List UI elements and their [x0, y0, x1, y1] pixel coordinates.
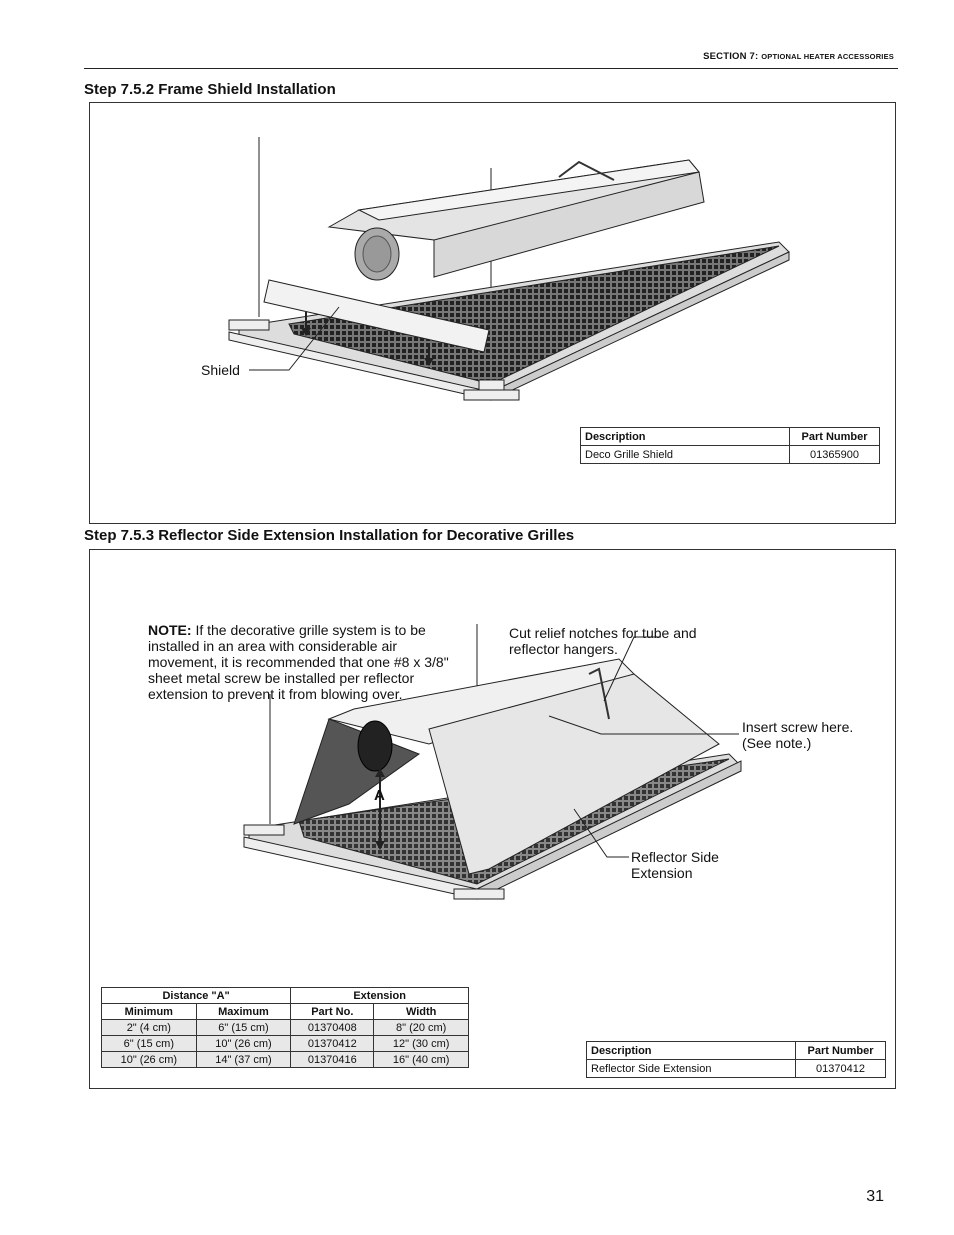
cell-width: 8" (20 cm) — [374, 1020, 469, 1036]
distance-a-marker: A — [374, 787, 385, 804]
table-row — [581, 446, 880, 464]
cut-relief-label: Cut relief notches for tube and reflector hangers. — [509, 625, 697, 657]
note-text: If the decorative grille system is to be installed in an area with considerable air movement, it is recommended that one #8 x 3/8" sheet metal screw be installed per reflector extension to prevent it from blowing over. — [148, 622, 449, 702]
part-number: 01365900 — [790, 446, 880, 464]
header-rule — [84, 68, 898, 69]
cell-width: 12" (30 cm) — [374, 1036, 469, 1052]
group-distance: Distance "A" — [102, 988, 291, 1004]
reflector-side-extension-label: Reflector Side Extension — [631, 849, 719, 881]
cell-part: 01370416 — [291, 1052, 374, 1068]
col-width: Width — [374, 1004, 469, 1020]
table-header-row — [587, 1042, 886, 1060]
step-title-frame-shield: Step 7.5.2 Frame Shield Installation — [84, 81, 336, 98]
note-label: NOTE: — [148, 622, 192, 638]
table-group-header-row — [102, 988, 469, 1004]
part-description: Reflector Side Extension — [587, 1060, 796, 1078]
col-minimum: Minimum — [102, 1004, 197, 1020]
col-part-number: Part Number — [796, 1042, 886, 1060]
shield-parts-table — [580, 427, 880, 464]
part-number: 01370412 — [796, 1060, 886, 1078]
cell-part: 01370408 — [291, 1020, 374, 1036]
table-row — [102, 1052, 469, 1068]
part-description: Deco Grille Shield — [581, 446, 790, 464]
step-title-reflector-extension: Step 7.5.3 Reflector Side Extension Installation for Decorative Grilles — [84, 527, 575, 544]
cell-max: 14" (37 cm) — [196, 1052, 291, 1068]
cell-max: 10" (26 cm) — [196, 1036, 291, 1052]
shield-label: Shield — [201, 362, 240, 378]
table-row — [102, 1020, 469, 1036]
insert-screw-label: Insert screw here. (See note.) — [742, 719, 854, 751]
cell-min: 10" (26 cm) — [102, 1052, 197, 1068]
section-header — [703, 51, 894, 62]
col-part-no: Part No. — [291, 1004, 374, 1020]
cell-min: 6" (15 cm) — [102, 1036, 197, 1052]
col-maximum: Maximum — [196, 1004, 291, 1020]
table-row — [102, 1036, 469, 1052]
cell-min: 2" (4 cm) — [102, 1020, 197, 1036]
cell-width: 16" (40 cm) — [374, 1052, 469, 1068]
col-part-number: Part Number — [790, 428, 880, 446]
cell-max: 6" (15 cm) — [196, 1020, 291, 1036]
page-number: 31 — [866, 1188, 884, 1205]
table-row — [587, 1060, 886, 1078]
col-description: Description — [587, 1042, 796, 1060]
col-description: Description — [581, 428, 790, 446]
reflector-parts-table — [586, 1041, 886, 1078]
cell-part: 01370412 — [291, 1036, 374, 1052]
section-prefix: SECTION 7: — [703, 51, 762, 62]
section-title: OPTIONAL HEATER ACCESSORIES — [761, 52, 894, 61]
table-header-row — [581, 428, 880, 446]
table-header-row — [102, 1004, 469, 1020]
group-extension: Extension — [291, 988, 469, 1004]
distance-extension-table — [101, 987, 469, 1068]
